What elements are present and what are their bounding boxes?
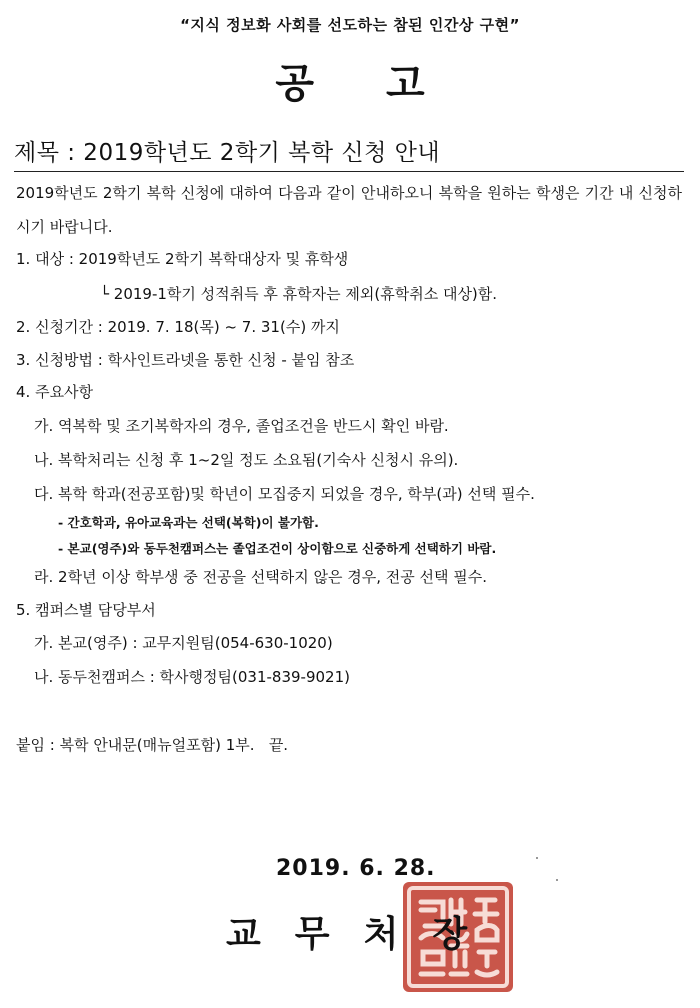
item-period: 2. 신청기간 : 2019. 7. 18(목) ~ 7. 31(수) 까지 bbox=[16, 318, 340, 336]
attachment-line: 붙임 : 복학 안내문(매뉴얼포함) 1부. 끝. bbox=[16, 736, 289, 754]
issuer-char: 처 bbox=[363, 914, 399, 955]
heading-char: 고 bbox=[386, 61, 425, 107]
scan-speck bbox=[536, 857, 538, 859]
intro-paragraph: 2019학년도 2학기 복학 신청에 대하여 다음과 같이 안내하오니 복학을 원하는 학생은 기간 내 신청하시기 바랍니다. bbox=[16, 184, 682, 236]
slogan: “지식 정보화 사회를 선도하는 참된 인간상 구현” bbox=[180, 16, 520, 34]
issuer-char: 장 bbox=[432, 914, 468, 955]
contact-b: 나. 동두천캠퍼스 : 학사행정팀(031-839-9021) bbox=[34, 668, 350, 686]
item-target: 1. 대상 : 2019학년도 2학기 복학대상자 및 휴학생 bbox=[16, 250, 349, 268]
contact-a: 가. 본교(영주) : 교무지원팀(054-630-1020) bbox=[34, 634, 333, 652]
issue-date: 2019. 6. 28. bbox=[276, 856, 436, 881]
note-d: 라. 2학년 이상 학부생 중 전공을 선택하지 않은 경우, 전공 선택 필수. bbox=[34, 568, 488, 586]
notice-subject: 제목 : 2019학년도 2학기 복학 신청 안내 bbox=[14, 134, 684, 172]
issuer-title bbox=[226, 906, 501, 957]
note-a: 가. 역복학 및 조기복학자의 경우, 졸업조건을 반드시 확인 바람. bbox=[34, 417, 449, 435]
issuer-char: 무 bbox=[294, 914, 330, 955]
item-target-sub: └ 2019-1학기 성적취득 후 휴학자는 제외(휴학취소 대상)함. bbox=[100, 285, 498, 303]
note-c-sub-2: - 본교(영주)와 동두천캠퍼스는 졸업조건이 상이함으로 신중하게 선택하기 바람. bbox=[58, 541, 497, 556]
heading-char: 공 bbox=[275, 61, 314, 107]
scan-speck bbox=[556, 879, 558, 881]
item-method: 3. 신청방법 : 학사인트라넷을 통한 신청 - 붙임 참조 bbox=[16, 351, 355, 369]
item-notes-title: 4. 주요사항 bbox=[16, 383, 94, 401]
note-c: 다. 복학 학과(전공포함)및 학년이 모집중지 되었을 경우, 학부(과) 선택 필수. bbox=[34, 485, 535, 503]
issuer-char: 교 bbox=[226, 914, 261, 955]
item-contacts-title: 5. 캠퍼스별 담당부서 bbox=[16, 601, 156, 619]
notice-heading bbox=[0, 52, 700, 109]
note-b: 나. 복학처리는 신청 후 1~2일 정도 소요됨(기숙사 신청시 유의). bbox=[34, 451, 459, 469]
note-c-sub-1: - 간호학과, 유아교육과는 선택(복학)이 불가함. bbox=[58, 515, 319, 530]
